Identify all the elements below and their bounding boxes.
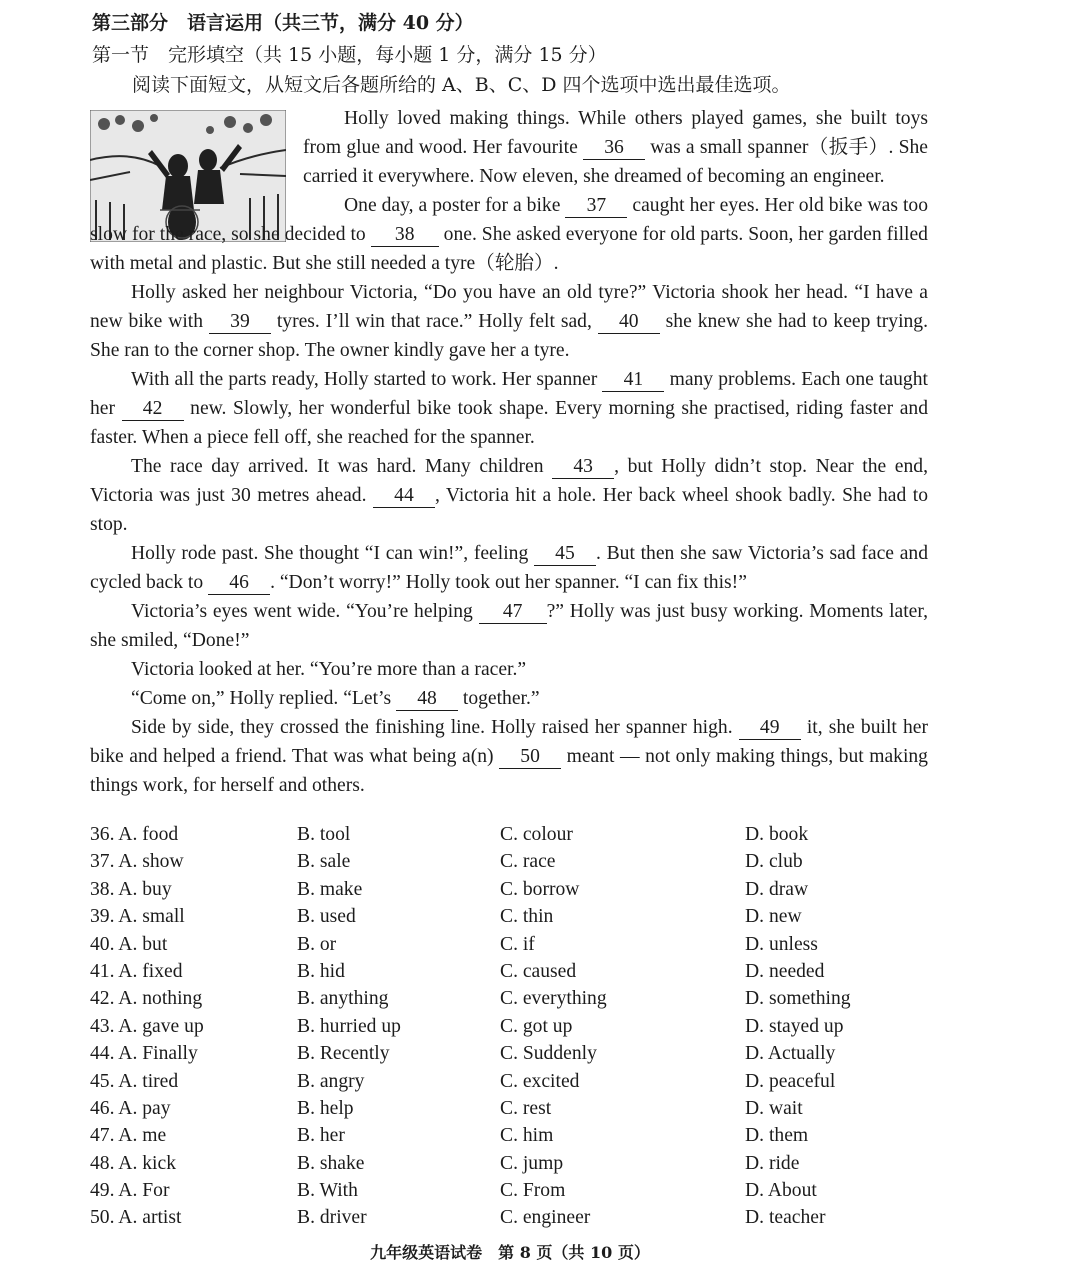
option-d[interactable]: D. club	[745, 851, 803, 873]
option-b[interactable]: B. her	[297, 1125, 345, 1147]
option-c[interactable]: C. him	[500, 1125, 554, 1147]
option-b[interactable]: B. hid	[297, 960, 345, 982]
option-b[interactable]: B. tool	[297, 824, 351, 845]
option-b[interactable]: B. Recently	[297, 1043, 390, 1065]
text: . “Don’t worry!” Holly took out her spanner. “I can fix this!”	[270, 572, 747, 593]
cloze-passage	[90, 104, 928, 800]
option-c[interactable]: C. race	[500, 851, 556, 873]
blank-43[interactable]: 43	[552, 456, 614, 479]
text: caught her eyes. Her old bike was too slow for the race, so she decided to	[90, 195, 928, 245]
blank-50[interactable]: 50	[499, 746, 561, 769]
option-b[interactable]: B. With	[297, 1180, 358, 1202]
option-a[interactable]: 41. A. fixed	[90, 960, 183, 982]
option-b[interactable]: B. angry	[297, 1070, 365, 1092]
option-d[interactable]: D. book	[745, 824, 809, 845]
option-b[interactable]: B. or	[297, 933, 337, 955]
answer-options	[90, 824, 930, 1235]
text: Victoria’s eyes went wide. “You’re helping	[131, 601, 479, 622]
paragraph-6	[90, 539, 928, 597]
question-row	[90, 1207, 930, 1234]
option-d[interactable]: D. ride	[745, 1152, 800, 1174]
text: was a small spanner（扳手）. She carried it everywhere. Now eleven, she dreamed of becoming an engineer.	[303, 137, 928, 187]
text: many problems. Each one taught her	[90, 369, 928, 419]
option-d[interactable]: D. teacher	[745, 1207, 826, 1229]
blank-47[interactable]: 47	[479, 601, 547, 624]
option-d[interactable]: D. them	[745, 1125, 809, 1147]
option-c[interactable]: C. excited	[500, 1070, 580, 1092]
option-c[interactable]: C. if	[500, 933, 535, 955]
option-d[interactable]: D. draw	[745, 878, 809, 900]
option-d[interactable]: D. needed	[745, 960, 825, 982]
option-c[interactable]: C. caused	[500, 960, 577, 982]
option-c[interactable]: C. everything	[500, 988, 607, 1010]
option-c[interactable]: C. thin	[500, 906, 554, 928]
option-d[interactable]: D. peaceful	[745, 1070, 836, 1092]
question-row	[90, 1043, 930, 1070]
option-c[interactable]: C. rest	[500, 1097, 552, 1119]
option-c[interactable]: C. got up	[500, 1015, 573, 1037]
option-a[interactable]: 50. A. artist	[90, 1207, 182, 1229]
text: , but Holly didn’t stop. Near the end, Victoria was just 30 metres ahead.	[90, 456, 928, 506]
section-heading: 第一节 完形填空（共 15 小题，每小题 1 分，满分 15 分）	[92, 44, 607, 66]
option-c[interactable]: C. jump	[500, 1152, 564, 1174]
blank-41[interactable]: 41	[602, 369, 664, 392]
option-d[interactable]: D. wait	[745, 1097, 803, 1119]
question-row	[90, 851, 930, 878]
question-row	[90, 906, 930, 933]
option-b[interactable]: B. driver	[297, 1207, 367, 1229]
option-b[interactable]: B. sale	[297, 851, 351, 873]
blank-38[interactable]: 38	[371, 224, 439, 247]
blank-39[interactable]: 39	[209, 311, 271, 334]
question-row	[90, 1180, 930, 1207]
question-row	[90, 879, 930, 906]
text: The race day arrived. It was hard. Many children	[131, 456, 553, 477]
blank-37[interactable]: 37	[565, 195, 627, 218]
paragraph-3	[90, 278, 928, 365]
paragraph-4	[90, 365, 928, 452]
option-d[interactable]: D. unless	[745, 933, 818, 955]
option-c[interactable]: C. From	[500, 1180, 566, 1202]
option-c[interactable]: C. engineer	[500, 1207, 591, 1229]
option-d[interactable]: D. new	[745, 906, 802, 928]
option-a[interactable]: 45. A. tired	[90, 1070, 179, 1092]
paragraph-10	[90, 713, 928, 800]
question-row	[90, 988, 930, 1015]
option-a[interactable]: 36. A. food	[90, 824, 179, 845]
text: “Come on,” Holly replied. “Let’s	[131, 688, 396, 709]
paragraph-9	[90, 684, 928, 713]
option-a[interactable]: 48. A. kick	[90, 1152, 176, 1174]
option-c[interactable]: C. borrow	[500, 878, 580, 900]
option-b[interactable]: B. used	[297, 906, 356, 928]
option-a[interactable]: 47. A. me	[90, 1125, 167, 1147]
question-row	[90, 1098, 930, 1125]
text: one. She asked everyone for old parts. Soon, her garden filled with metal and plastic. But she still needed a tyre（轮胎）.	[90, 224, 928, 274]
option-d[interactable]: D. About	[745, 1180, 817, 1202]
blank-36[interactable]: 36	[583, 137, 645, 160]
question-row	[90, 824, 930, 851]
option-b[interactable]: B. shake	[297, 1152, 365, 1174]
text: , Victoria hit a hole. Her back wheel shook badly. She had to stop.	[90, 485, 928, 535]
text: meant — not only making things, but making things work, for herself and others.	[90, 746, 928, 796]
text: With all the parts ready, Holly started to work. Her spanner	[131, 369, 603, 390]
option-a[interactable]: 43. A. gave up	[90, 1015, 204, 1037]
text: Holly loved making things. While others played games, she built toys from glue and wood. Her favourite	[303, 108, 928, 158]
question-row	[90, 961, 930, 988]
option-b[interactable]: B. make	[297, 878, 363, 900]
paragraph-5	[90, 452, 928, 539]
text: . But then she saw Victoria’s sad face and cycled back to	[90, 543, 929, 593]
blank-44[interactable]: 44	[373, 485, 435, 508]
question-row	[90, 934, 930, 961]
paragraph-8: Victoria looked at her. “You’re more than a racer.”	[131, 659, 527, 680]
page-footer: 九年级英语试卷 第 8 页（共 10 页）	[370, 1243, 650, 1262]
text: ?” Holly was just busy working. Moments later, she smiled, “Done!”	[90, 601, 928, 651]
text: Holly rode past. She thought “I can win!”, feeling	[131, 543, 534, 564]
text: Holly asked her neighbour Victoria, “Do you have an old tyre?” Victoria shook her head. “I have a new bike with	[90, 282, 928, 332]
instruction-text: 阅读下面短文，从短文后各题所给的 A、B、C、D 四个选项中选出最佳选项。	[132, 74, 791, 96]
option-a[interactable]: 40. A. but	[90, 933, 168, 955]
option-b[interactable]: B. anything	[297, 988, 389, 1010]
question-row	[90, 1071, 930, 1098]
blank-45[interactable]: 45	[534, 543, 596, 566]
text: Side by side, they crossed the finishing line. Holly raised her spanner high.	[131, 717, 739, 738]
question-row	[90, 1153, 930, 1180]
option-a[interactable]: 46. A. pay	[90, 1097, 171, 1119]
illustration-space	[90, 104, 303, 220]
option-a[interactable]: 42. A. nothing	[90, 988, 203, 1010]
option-a[interactable]: 44. A. Finally	[90, 1043, 198, 1065]
option-c[interactable]: C. colour	[500, 824, 573, 845]
text: she knew she had to keep trying. She ran to the corner shop. The owner kindly gave her a tyre.	[90, 311, 929, 361]
text: together.”	[457, 688, 540, 709]
option-a[interactable]: 38. A. buy	[90, 878, 172, 900]
text: new. Slowly, her wonderful bike took shape. Every morning she practised, riding faster and faster. When a piece fell off, she reached for the spanner.	[90, 398, 929, 448]
question-row	[90, 1016, 930, 1043]
blank-48[interactable]: 48	[396, 688, 458, 711]
option-a[interactable]: 49. A. For	[90, 1180, 170, 1202]
text: it, she built her bike and helped a friend. That was what being a(n)	[90, 717, 928, 767]
blank-40[interactable]: 40	[598, 311, 660, 334]
paragraph-7	[90, 597, 928, 655]
blank-42[interactable]: 42	[122, 398, 184, 421]
option-b[interactable]: B. hurried up	[297, 1015, 401, 1037]
text: One day, a poster for a bike	[344, 195, 566, 216]
blank-46[interactable]: 46	[208, 572, 270, 595]
text: tyres. I’ll win that race.” Holly felt sad,	[270, 311, 598, 332]
option-a[interactable]: 37. A. show	[90, 851, 184, 873]
option-a[interactable]: 39. A. small	[90, 906, 185, 928]
question-row	[90, 1125, 930, 1152]
option-c[interactable]: C. Suddenly	[500, 1043, 597, 1065]
option-d[interactable]: D. something	[745, 988, 851, 1010]
option-d[interactable]: D. stayed up	[745, 1015, 844, 1037]
blank-49[interactable]: 49	[739, 717, 801, 740]
part-heading: 第三部分 语言运用（共三节，满分 40 分）	[92, 12, 474, 34]
option-b[interactable]: B. help	[297, 1097, 354, 1119]
option-d[interactable]: D. Actually	[745, 1043, 836, 1065]
